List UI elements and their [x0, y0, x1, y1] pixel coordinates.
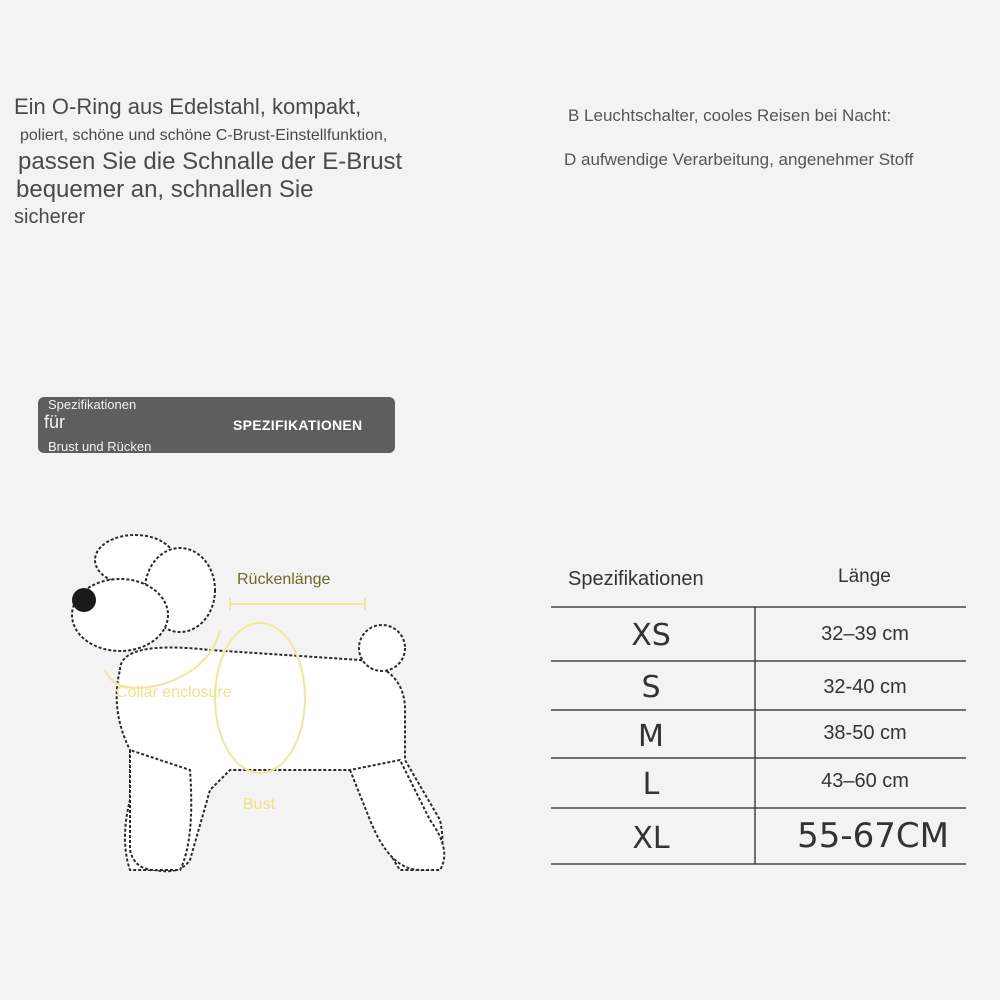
feature-text-line-3: passen Sie die Schnalle der E-Brust: [18, 148, 403, 175]
table-cell-size: L: [642, 767, 660, 802]
feature-workmanship: D aufwendige Verarbeitung, angenehmer Stoff: [564, 150, 914, 169]
feature-text-line-2: poliert, schöne und schöne C-Brust-Einstellfunktion,: [20, 127, 388, 144]
feature-text-line-4: bequemer an, schnallen Sie: [16, 176, 314, 203]
spec-banner-fuer: für: [44, 412, 66, 432]
spec-banner-small-top: Spezifikationen: [48, 397, 137, 412]
table-cell-size: M: [638, 719, 664, 754]
feature-light-switch: B Leuchtschalter, cooles Reisen bei Nacht:: [568, 106, 892, 125]
table-header-spec: Spezifikationen: [568, 568, 704, 590]
table-cell-size: XS: [631, 618, 671, 653]
table-cell-size: S: [641, 670, 661, 705]
table-header-length: Länge: [838, 566, 891, 587]
table-cell-length: 32–39 cm: [821, 623, 909, 645]
spec-banner-title: SPEZIFIKATIONEN: [233, 417, 363, 433]
feature-text-line-1: Ein O-Ring aus Edelstahl, kompakt,: [14, 94, 362, 119]
table-cell-length: 32-40 cm: [823, 676, 907, 698]
label-back-length: Rückenlänge: [237, 571, 331, 588]
spec-banner-small-bottom: Brust und Rücken: [48, 439, 152, 454]
table-cell-size: XL: [632, 821, 670, 856]
feature-text-line-5: sicherer: [14, 206, 86, 228]
table-cell-length: 43–60 cm: [821, 770, 909, 792]
table-cell-length: 38-50 cm: [823, 722, 907, 744]
table-cell-length: 55-67CM: [797, 816, 949, 856]
label-bust: Bust: [243, 796, 276, 813]
label-collar: Collar enclosure: [116, 684, 232, 701]
